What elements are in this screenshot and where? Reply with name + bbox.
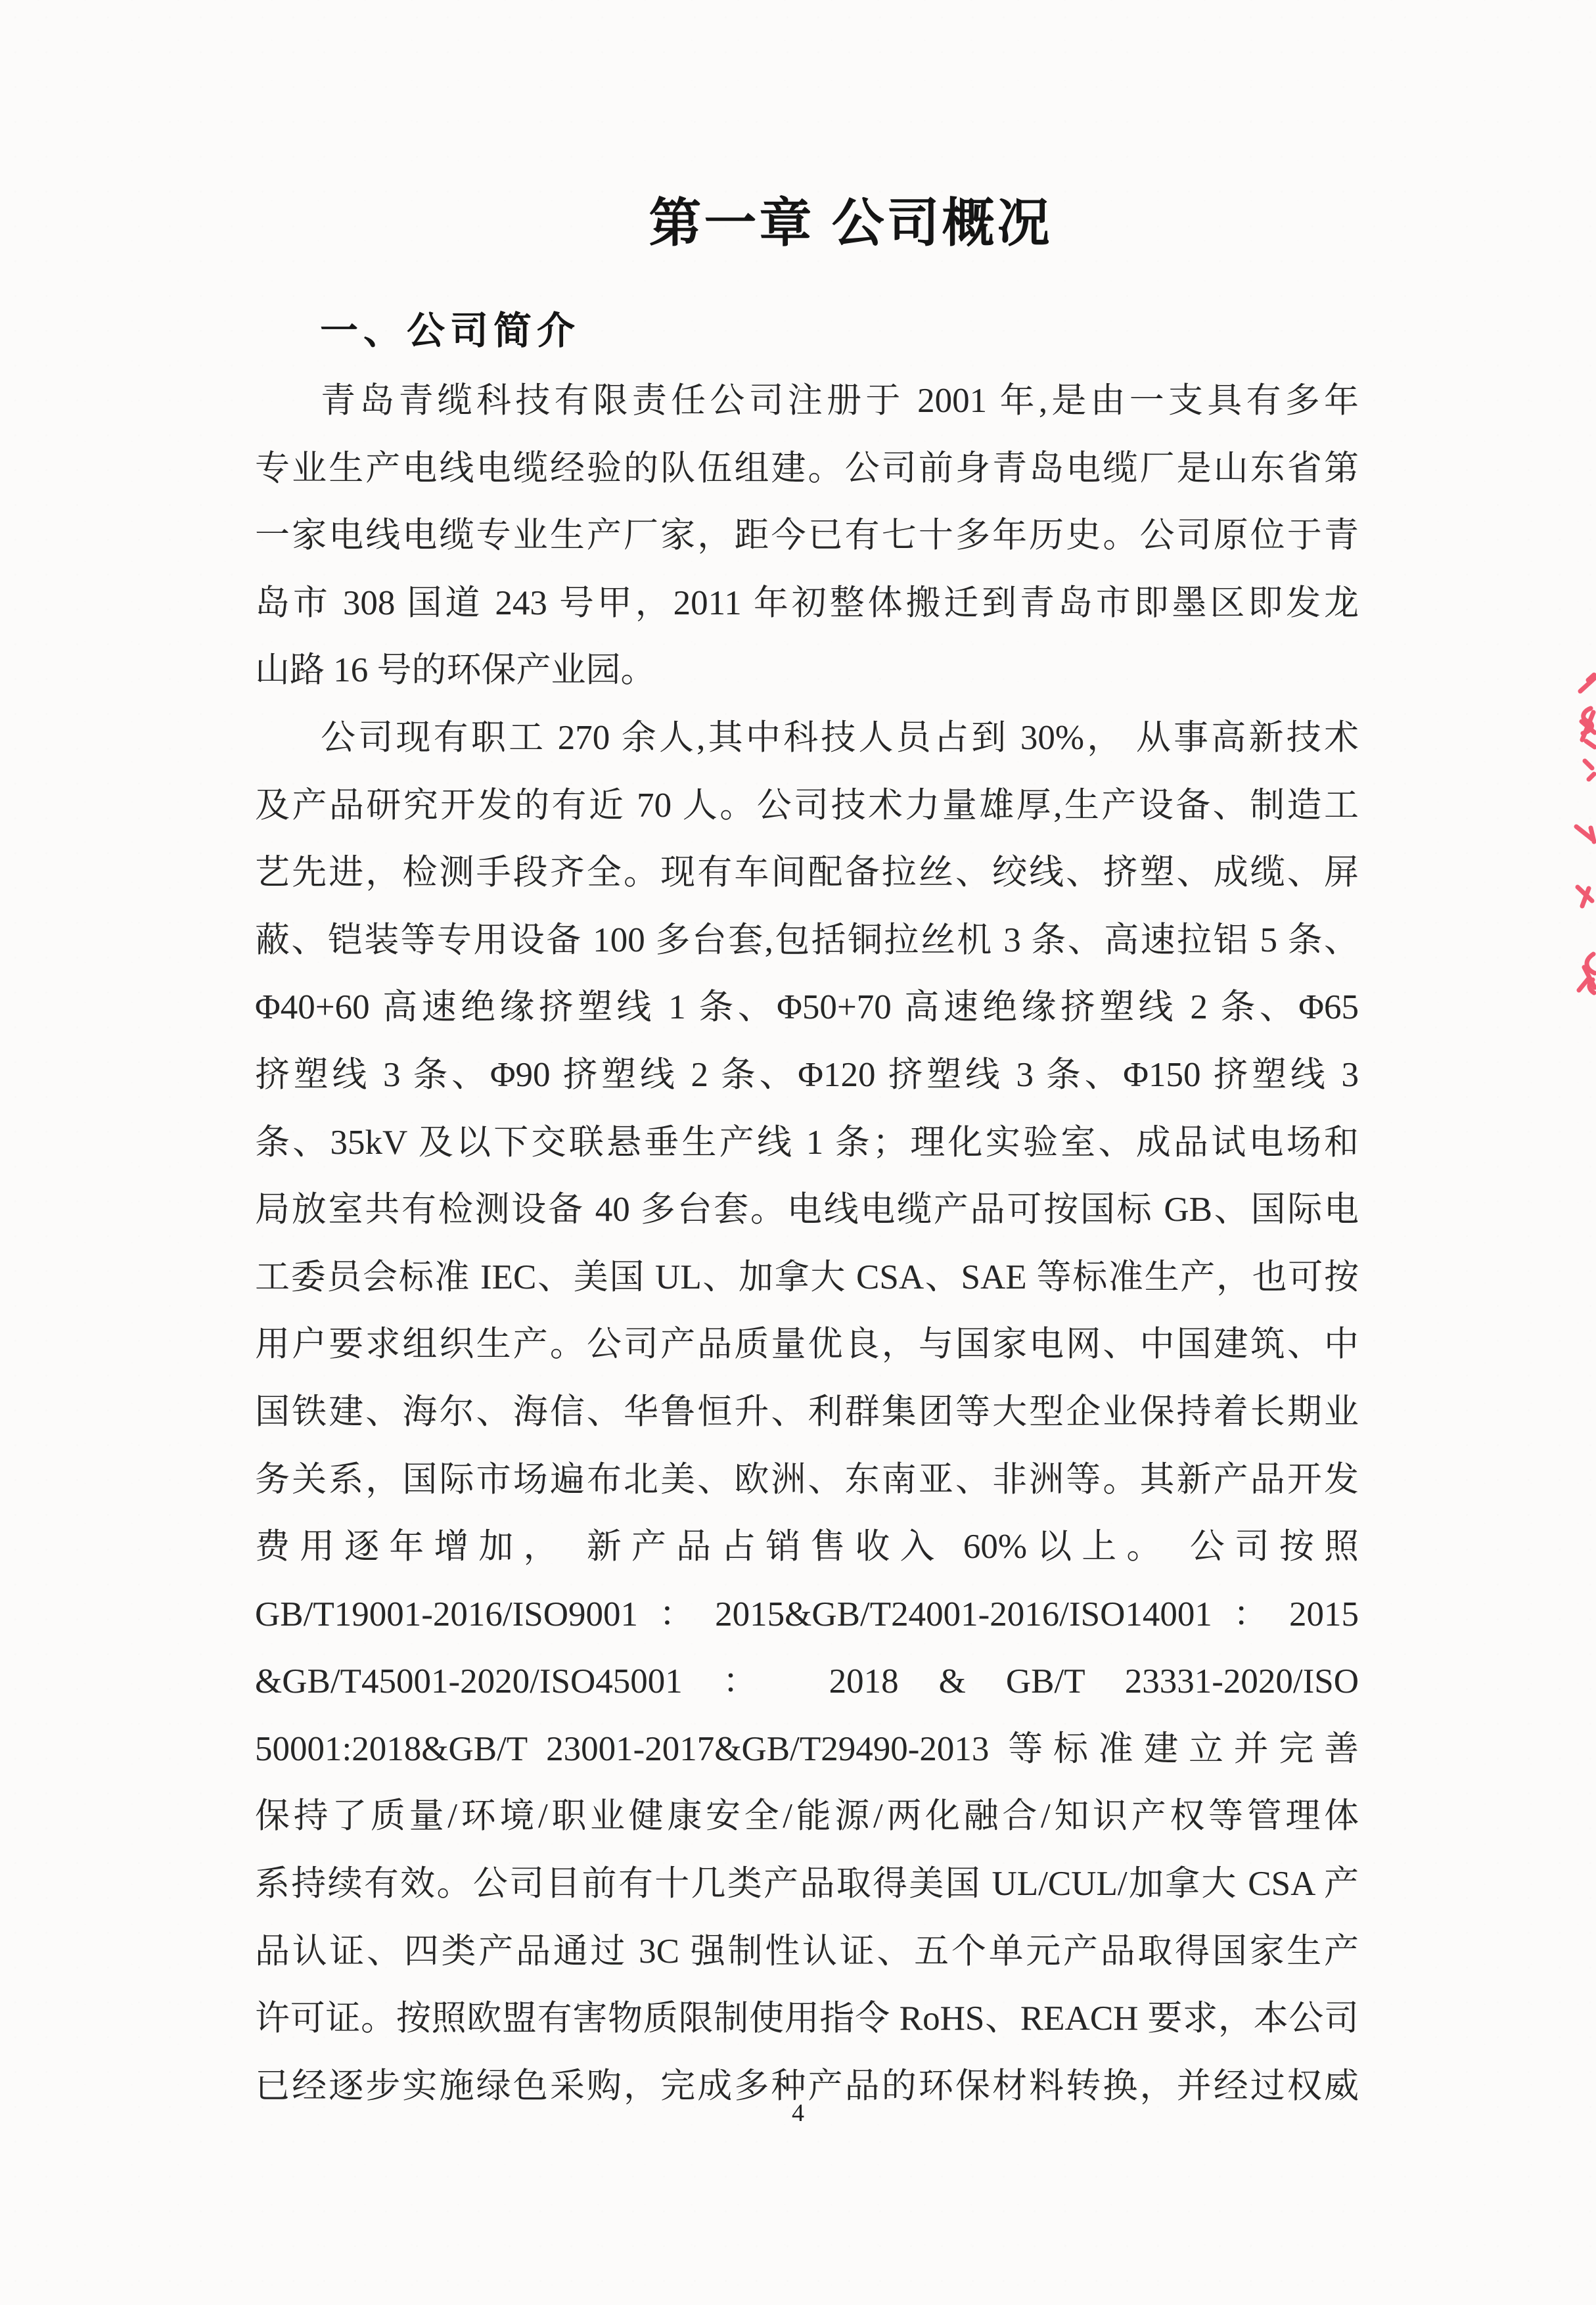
body-line: 已经逐步实施绿色采购，完成多种产品的环保材料转换，并经过权威 — [255, 2066, 1359, 2105]
body-line: GB/T19001-2016/ISO9001：2015&GB/T24001-2016/ISO14001：2015 — [255, 1595, 1359, 1633]
page-number: 4 — [792, 2099, 804, 2127]
body-line: 艺先进，检测手段齐全。现有车间配备拉丝、绞线、挤塑、成缆、屏 — [255, 854, 1359, 892]
body-line: 青岛青缆科技有限责任公司注册于 2001 年,是由一支具有多年 — [321, 382, 1359, 420]
body-line: 岛市 308 国道 243 号甲，2011 年初整体搬迁到青岛市即墨区即发龙 — [255, 583, 1359, 622]
body-line: 局放室共有检测设备 40 多台套。电线电缆产品可按国标 GB、国际电 — [255, 1191, 1359, 1229]
red-ink-marginalia — [1568, 670, 1596, 999]
body-line: 公司现有职工 270 余人,其中科技人员占到 30%， 从事高新技术 — [321, 718, 1359, 757]
body-line: 用户要求组织生产。公司产品质量优良，与国家电网、中国建筑、中 — [255, 1325, 1359, 1364]
body-line: &GB/T45001-2020/ISO45001 ： 2018 & GB/T 23331-2020/ISO — [255, 1662, 1359, 1701]
chapter-title: 第一章 公司概况 — [649, 194, 1053, 252]
body-line: 山路 16 号的环保产业园。 — [255, 651, 656, 690]
body-line: 蔽、铠装等专用设备 100 多台套,包括铜拉丝机 3 条、高速拉铝 5 条、 — [255, 921, 1359, 959]
section-heading: 一、公司简介 — [320, 309, 581, 352]
body-line: 挤塑线 3 条、Φ90 挤塑线 2 条、Φ120 挤塑线 3 条、Φ150 挤塑线 3 — [255, 1055, 1359, 1094]
body-line: Φ40+60 高速绝缘挤塑线 1 条、Φ50+70 高速绝缘挤塑线 2 条、Φ65 — [255, 988, 1359, 1027]
red-ink-strokes — [1576, 675, 1595, 993]
body-line: 费用逐年增加， 新产品占销售收入 60%以上。 公司按照 — [255, 1528, 1359, 1566]
body-line: 工委员会标准 IEC、美国 UL、加拿大 CSA、SAE 等标准生产，也可按 — [255, 1258, 1359, 1296]
body-line: 许可证。按照欧盟有害物质限制使用指令 RoHS、REACH 要求，本公司 — [255, 1999, 1359, 2038]
body-line: 务关系，国际市场遍布北美、欧洲、东南亚、非洲等。其新产品开发 — [255, 1460, 1359, 1499]
body-line: 系持续有效。公司目前有十几类产品取得美国 UL/CUL/加拿大 CSA 产 — [255, 1865, 1359, 1904]
body-line: 条、35kV 及以下交联悬垂生产线 1 条；理化实验室、成品试电场和 — [255, 1123, 1359, 1162]
body-line: 国铁建、海尔、海信、华鲁恒升、利群集团等大型企业保持着长期业 — [255, 1392, 1359, 1431]
body-line: 一家电线电缆专业生产厂家，距今已有七十多年历史。公司原位于青 — [255, 516, 1359, 555]
body-line: 50001:2018&GB/T 23001-2017&GB/T29490-2013 等标准建立并完善 — [255, 1729, 1359, 1768]
body-line: 及产品研究开发的有近 70 人。公司技术力量雄厚,生产设备、制造工 — [255, 786, 1359, 825]
body-text — [255, 367, 1359, 2120]
body-line: 专业生产电线电缆经验的队伍组建。公司前身青岛电缆厂是山东省第 — [255, 449, 1359, 488]
body-line: 保持了质量/环境/职业健康安全/能源/两化融合/知识产权等管理体 — [255, 1797, 1359, 1836]
body-line: 品认证、四类产品通过 3C 强制性认证、五个单元产品取得国家生产 — [255, 1932, 1359, 1971]
